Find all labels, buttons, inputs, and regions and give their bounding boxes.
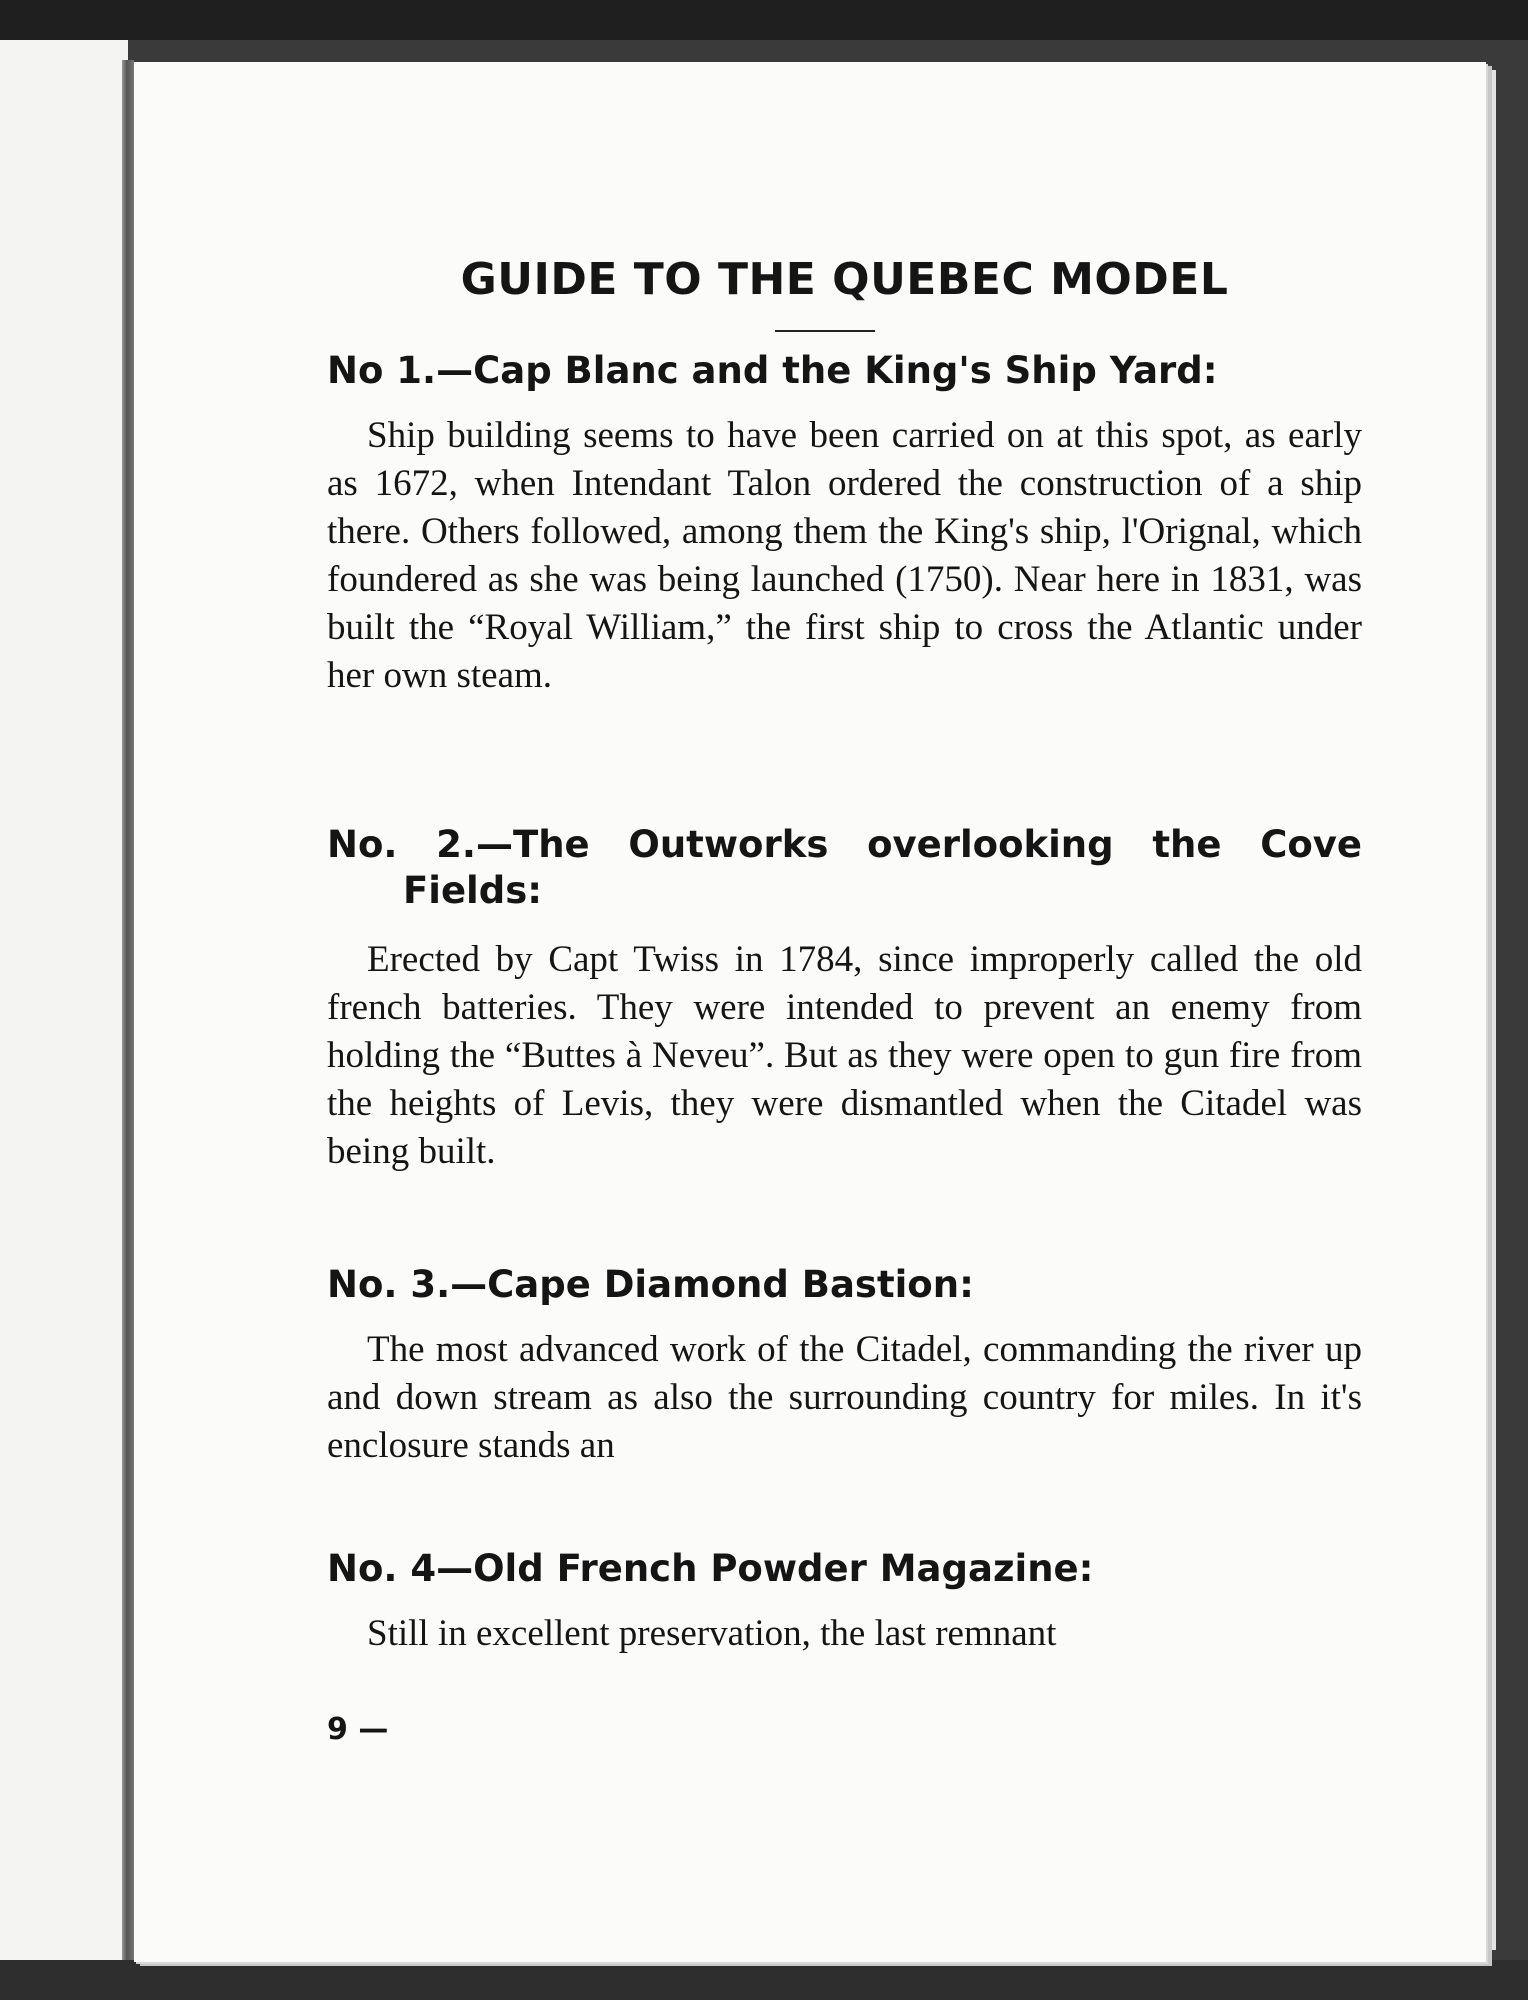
facing-page-edge bbox=[0, 40, 128, 1970]
section-4-heading: No. 4—Old French Powder Magazine: bbox=[327, 1547, 1094, 1590]
section-2-heading-line1: No. 2.—The Outworks overlooking the Cove bbox=[327, 823, 1362, 866]
section-3-heading: No. 3.—Cape Diamond Bastion: bbox=[327, 1263, 974, 1306]
section-2-heading-line2: Fields: bbox=[403, 869, 543, 912]
scan-bottom-border bbox=[0, 1960, 1528, 2000]
section-2-heading bbox=[327, 822, 1362, 914]
section-3-body: The most advanced work of the Citadel, commanding the river up and down stream as also the surrounding country for miles. In it's enclosure stands an bbox=[327, 1329, 1362, 1466]
section-1-body: Ship building seems to have been carried on at this spot, as early as 1672, when Intendant Talon ordered the construction of a ship there. Others followed, among them the King's ship, l'Orignal, which foundered as she was being launched (1750). Near here in 1831, was built the “Royal William,” the first ship to cross the Atlantic under her own steam. bbox=[327, 415, 1362, 696]
page-number: 9 — bbox=[327, 1712, 389, 1747]
page-title: GUIDE TO THE QUEBEC MODEL bbox=[460, 254, 1229, 305]
section-2-body: Erected by Capt Twiss in 1784, since improperly called the old french batteries. They were intended to prevent an enemy from holding the “Buttes à Neveu”. But as they were open to gun fire from the heights of Levis, they were dismantled when the Citadel was being built. bbox=[327, 939, 1362, 1172]
scan-top-border bbox=[0, 0, 1528, 40]
title-rule bbox=[775, 330, 875, 332]
section-4-body: Still in excellent preservation, the last remnant bbox=[367, 1613, 1057, 1654]
book-gutter bbox=[122, 60, 134, 1960]
booklet-page bbox=[134, 62, 1486, 1962]
section-1-heading: No 1.—Cap Blanc and the King's Ship Yard: bbox=[327, 349, 1218, 392]
